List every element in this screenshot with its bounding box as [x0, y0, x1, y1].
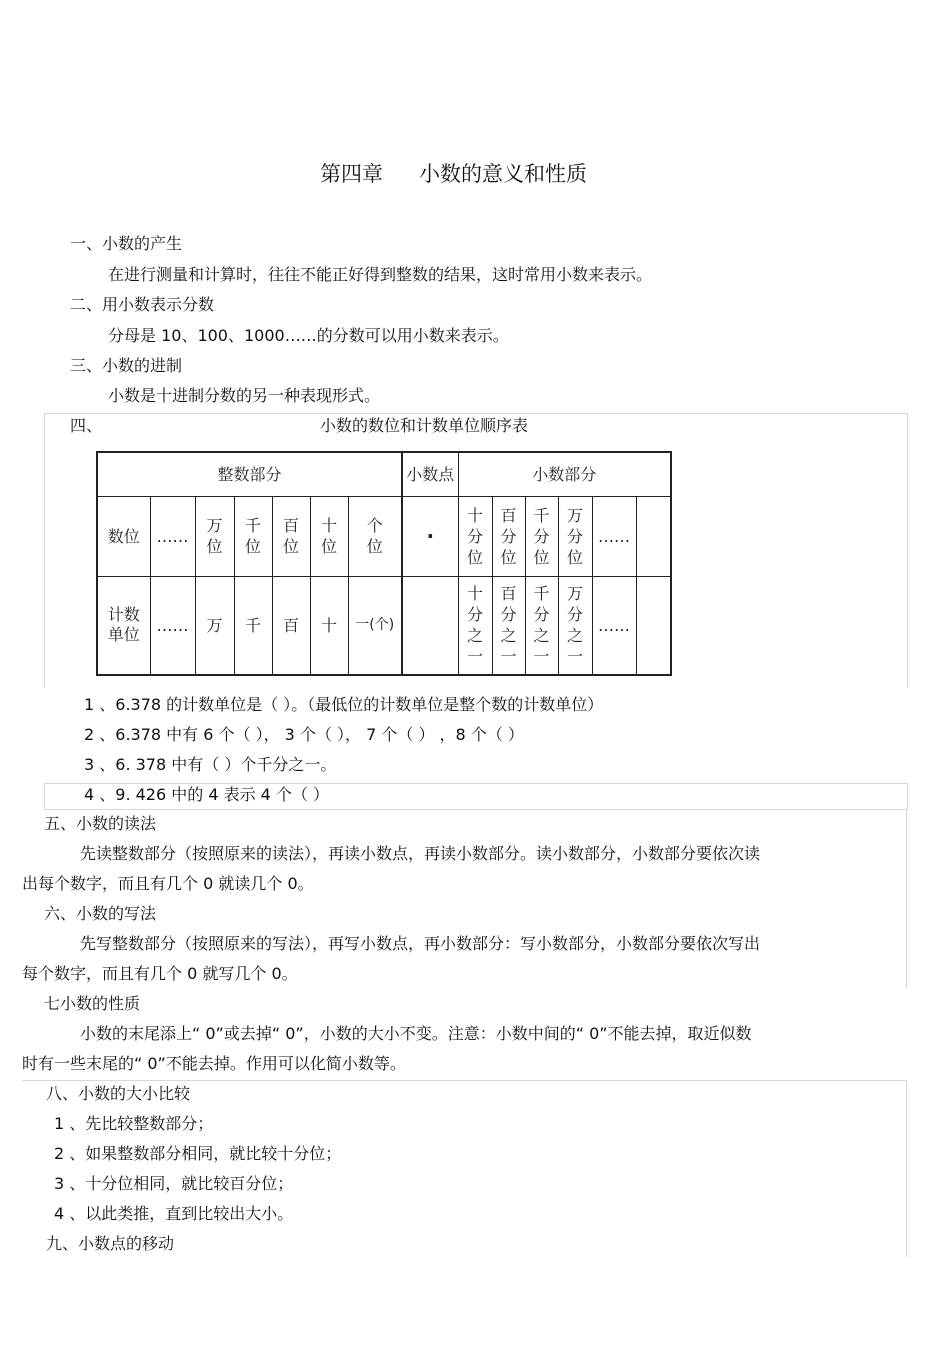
empty-cell [636, 496, 671, 576]
unit-ellipsis: …… [150, 576, 195, 675]
section-text-7a: 小数的末尾添上“ 0”或去掉“ 0”，小数的大小不变。注意：小数中间的“ 0”不能去掉，取近似数 [80, 1024, 752, 1043]
place-tens: 十位 [310, 496, 348, 576]
section-text-2: 分母是 10、100、1000……的分数可以用小数来表示。 [108, 326, 509, 345]
empty-cell [636, 576, 671, 675]
question-4: 4 、9. 426 中的 4 表示 4 个（ ） [84, 785, 330, 804]
right-margin-line [906, 808, 907, 988]
chapter-name: 小数的意义和性质 [419, 162, 587, 186]
section-text-1: 在进行测量和计算时，往往不能正好得到整数的结果，这时常用小数来表示。 [108, 265, 653, 284]
comparison-step-4: 4 、以此类推，直到比较出大小。 [54, 1204, 294, 1223]
place-value-table [96, 451, 672, 676]
section-heading-5: 五、小数的读法 [44, 814, 157, 833]
comparison-step-1: 1 、先比较整数部分； [54, 1114, 214, 1133]
place-ellipsis: …… [150, 496, 195, 576]
unit-thousand: 千 [234, 576, 272, 675]
row-label-place: 数位 [97, 496, 150, 576]
decimal-part-header: 小数部分 [458, 452, 671, 496]
comparison-step-2: 2 、如果整数部分相同，就比较十分位； [54, 1144, 342, 1163]
place-ten-thousandths: 万分位 [558, 496, 592, 576]
unit-one: 一(个) [348, 576, 402, 675]
place-hundredths: 百分位 [492, 496, 525, 576]
integer-part-header: 整数部分 [97, 452, 402, 496]
section-text-6a: 先写整数部分（按照原来的写法），再写小数点，再小数部分：写小数部分，小数部分要依次写出 [80, 934, 761, 953]
place-thousandths: 千分位 [525, 496, 558, 576]
section-heading-1: 一、小数的产生 [70, 234, 183, 253]
page-title [320, 164, 587, 185]
section-text-3: 小数是十进制分数的另一种表现形式。 [108, 386, 381, 405]
unit-ten-thousand: 万 [195, 576, 234, 675]
decimal-unit-ellipsis: …… [592, 576, 636, 675]
decimal-point-cell: · [402, 496, 458, 576]
comparison-step-3: 3 、十分位相同，就比较百分位； [54, 1174, 294, 1193]
section-heading-7: 七小数的性质 [44, 994, 141, 1013]
place-ones: 个位 [348, 496, 402, 576]
chapter-number: 第四章 [320, 162, 383, 186]
unit-ten: 十 [310, 576, 348, 675]
unit-hundred: 百 [272, 576, 310, 675]
unit-ten-thousandth: 万分之一 [558, 576, 592, 675]
place-ten-thousands: 万位 [195, 496, 234, 576]
section-heading-4: 四、 [70, 416, 103, 435]
unit-hundredth: 百分之一 [492, 576, 525, 675]
section-heading-3: 三、小数的进制 [70, 356, 183, 375]
place-tenths: 十分位 [458, 496, 492, 576]
table-title: 小数的数位和计数单位顺序表 [320, 416, 529, 435]
question-1: 1 、6.378 的计数单位是（ ）。（最低位的计数单位是整个数的计数单位） [84, 695, 604, 714]
section-heading-8: 八、小数的大小比较 [46, 1084, 191, 1103]
decimal-point-header: 小数点 [402, 452, 458, 496]
section-heading-9: 九、小数点的移动 [46, 1234, 175, 1253]
section-heading-6: 六、小数的写法 [44, 904, 157, 923]
section-frame-8 [22, 1080, 907, 1257]
question-2: 2 、6.378 中有 6 个（ ）， 3 个（ ）， 7 个（ ） ，8 个（ ） [84, 725, 524, 744]
section-heading-2: 二、用小数表示分数 [70, 295, 215, 314]
unit-thousandth: 千分之一 [525, 576, 558, 675]
empty-cell [402, 576, 458, 675]
decimal-place-ellipsis: …… [592, 496, 636, 576]
row-label-unit: 计数单位 [97, 576, 150, 675]
section-text-5a: 先读整数部分（按照原来的读法），再读小数点，再读小数部分。读小数部分，小数部分要依次读 [80, 844, 761, 863]
section-text-5b: 出每个数字，而且有几个 0 就读几个 0。 [22, 874, 314, 893]
question-3: 3 、6. 378 中有（ ）个千分之一。 [84, 755, 337, 774]
place-thousands: 千位 [234, 496, 272, 576]
section-text-7b: 时有一些末尾的“ 0”不能去掉。作用可以化简小数等。 [22, 1054, 406, 1073]
section-text-6b: 每个数字，而且有几个 0 就写几个 0。 [22, 964, 298, 983]
unit-tenth: 十分之一 [458, 576, 492, 675]
place-hundreds: 百位 [272, 496, 310, 576]
